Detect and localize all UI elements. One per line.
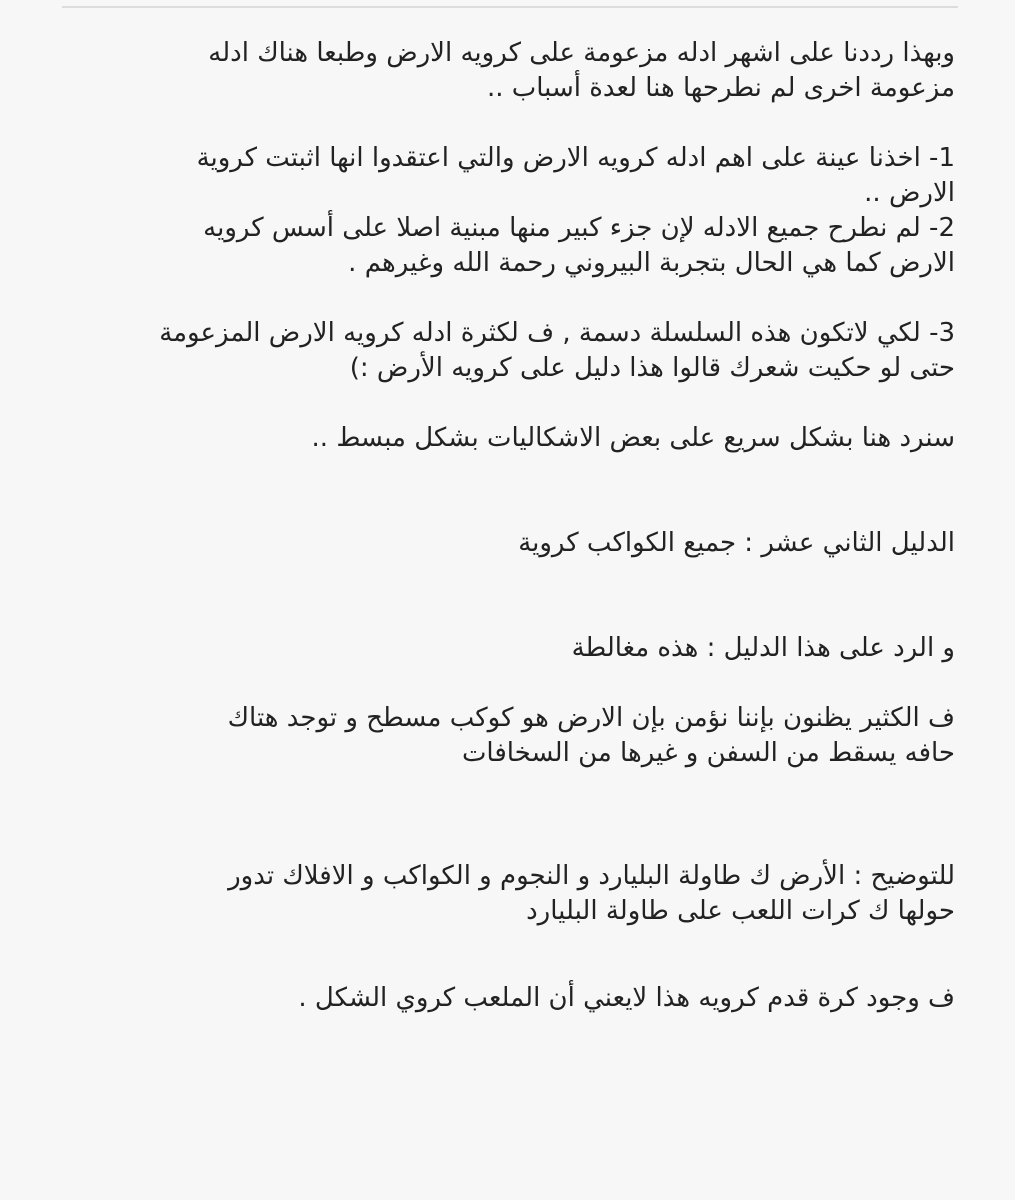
note-line: حتى لو حكيت شعرك قالوا هذا دليل على كرويه الأرض :)	[349, 353, 955, 383]
reply-line: و الرد على هذا الدليل : هذه مغالطة	[571, 633, 955, 663]
note-line: مزعومة اخرى لم نطرحها هنا لعدة أسباب ..	[486, 73, 955, 103]
note-line: سنرد هنا بشكل سريع على بعض الاشكاليات بشكل مبسط ..	[311, 423, 955, 453]
note-line: 3- لكي لاتكون هذه السلسلة دسمة , ف لكثرة ادله كرويه الارض المزعومة	[159, 318, 955, 348]
note-line: الارض كما هي الحال بتجربة البيروني رحمة الله وغيرهم .	[348, 248, 955, 278]
note-line: حافه يسقط من السفن و غيرها من السخافات	[461, 738, 955, 768]
top-divider	[62, 6, 958, 8]
section-heading: الدليل الثاني عشر : جميع الكواكب كروية	[518, 528, 955, 558]
note-line: وبهذا رددنا على اشهر ادله مزعومة على كرويه الارض وطبعا هناك ادله	[208, 38, 955, 68]
note-line: للتوضيح : الأرض ك طاولة البليارد و النجوم و الكواكب و الافلاك تدور	[228, 861, 955, 891]
note-line: ف وجود كرة قدم كرويه هذا لايعني أن الملعب كروي الشكل .	[298, 983, 955, 1013]
note-line: الارض ..	[864, 178, 955, 208]
note-line: 2- لم نطرح جميع الادله لإن جزء كبير منها مبنية اصلا على أسس كرويه	[203, 213, 955, 243]
note-line: 1- اخذنا عينة على اهم ادله كرويه الارض والتي اعتقدوا انها اثبتت كروية	[196, 143, 955, 173]
note-body	[70, 36, 955, 1016]
note-line: ف الكثير يظنون بإننا نؤمن بإن الارض هو كوكب مسطح و توجد هتاك	[227, 703, 955, 733]
note-line: حولها ك كرات اللعب على طاولة البليارد	[526, 896, 955, 926]
